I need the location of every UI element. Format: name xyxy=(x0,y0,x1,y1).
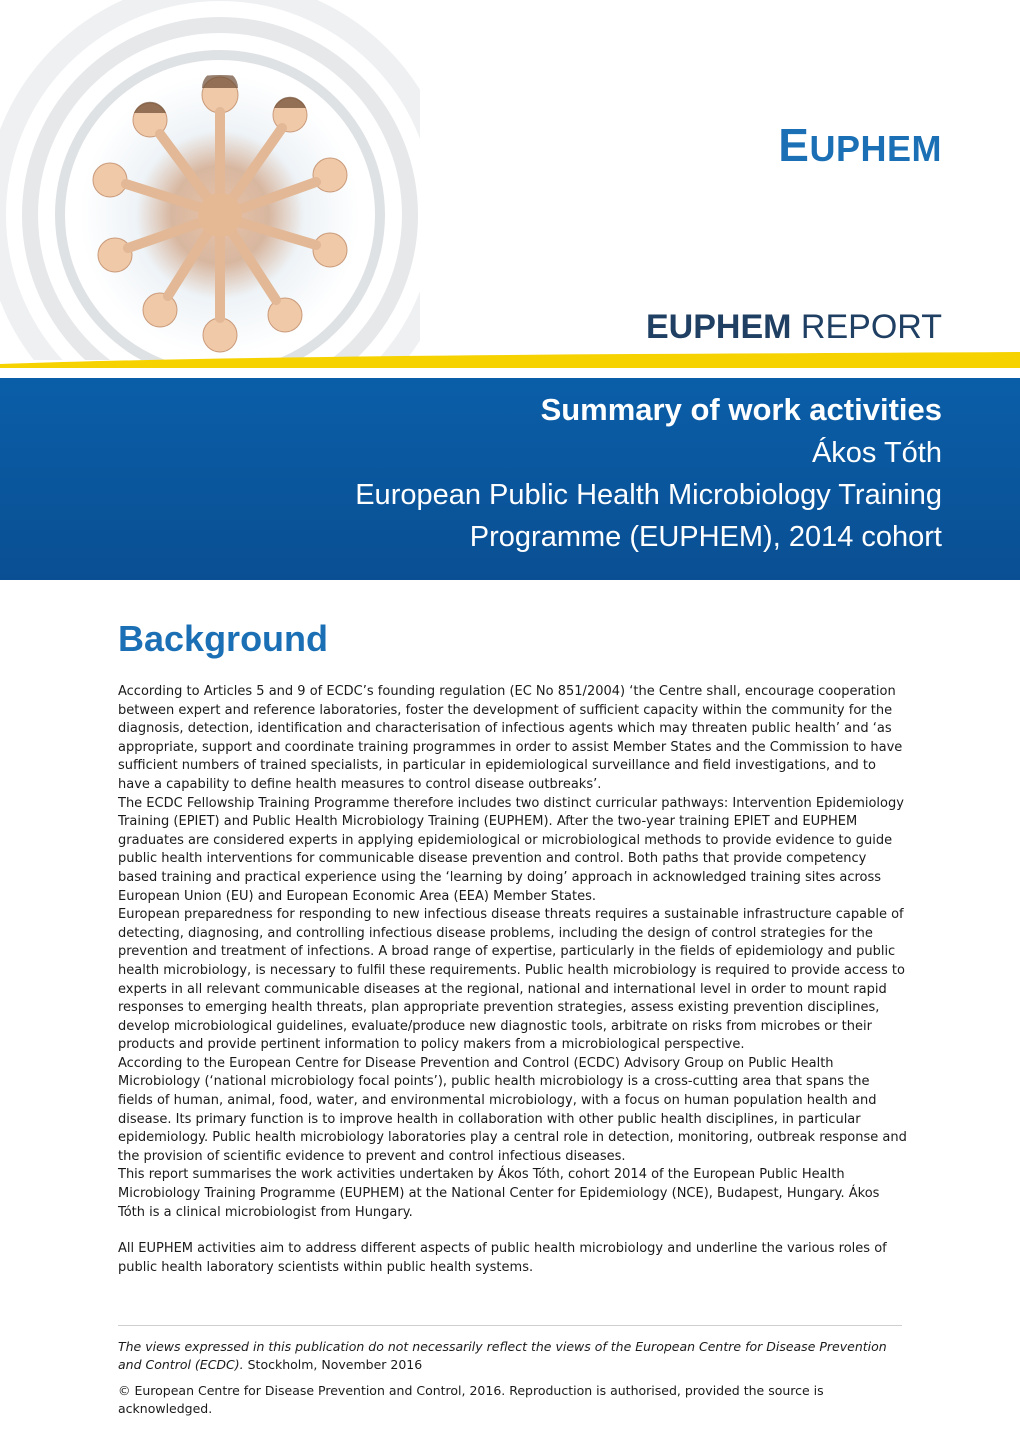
background-body xyxy=(118,683,908,1277)
disclaimer-place: Stockholm, November 2016 xyxy=(243,1357,423,1372)
cover-photo-graphic xyxy=(0,0,420,360)
paragraph: European preparedness for responding to new infectious disease threats requires a sustainable infrastructure capable of detecting, diagnosing, and controlling infectious disease problems, including the design of control strategies for the prevention and treatment of infections. A broad range of expertise, particularly in the fields of epidemiology and public health microbiology, is necessary to fulfil these requirements. Public health microbiology is required to provide access to experts in all relevant communicable diseases at the regional, national and international level in order to mount rapid responses to emerging health threats, plan appropriate prevention strategies, assess existing prevention disciplines, develop microbiological guidelines, evaluate/produce new diagnostic tools, arbitrate on risks from microbes or their products and provide pertinent information to policy makers from a microbiological perspective. xyxy=(118,907,905,1053)
footer-divider xyxy=(118,1325,902,1326)
programme-line-1: European Public Health Microbiology Training xyxy=(355,479,942,511)
paragraph: This report summarises the work activities undertaken by Ákos Tóth, cohort 2014 of the European Public Health Microbiology Training Programme (EUPHEM) at the National Center for Epidemiology (NCE), Budapest, Hungary. Ákos Tóth is a clinical microbiologist from Hungary. xyxy=(118,1167,880,1220)
yellow-wave-band xyxy=(0,350,1020,368)
paragraph: According to the European Centre for Disease Prevention and Control (ECDC) Advisory Group on Public Health Microbiology (‘national microbiology focal points’), public health microbiology is a cross-cutting area that spans the fields of human, animal, food, water, and environmental microbiology, with a focus on human population health and disease. Its primary function is to improve health in collaboration with other public health disciplines, in particular epidemiology. Public health microbiology laboratories play a central role in detection, monitoring, outbreak response and the provision of scientific evidence to prevent and control infectious diseases. xyxy=(118,1055,907,1164)
report-title-bold: EUPHEM xyxy=(646,308,792,346)
report-type-title xyxy=(646,308,942,347)
programme-line-2: Programme (EUPHEM), 2014 cohort xyxy=(469,521,942,553)
background-heading: Background xyxy=(118,618,329,659)
paragraph: All EUPHEM activities aim to address different aspects of public health microbiology and underline the various roles of public health laboratory scientists within public health systems. xyxy=(118,1241,887,1275)
report-title-rest: REPORT xyxy=(800,308,942,346)
title-panel-text xyxy=(355,388,942,558)
paragraph: The ECDC Fellowship Training Programme therefore includes two distinct curricular pathways: Intervention Epidemiology Training (EPIET) and Public Health Microbiology Training (EUPHEM). After the two-year training EPIET and EUPHEM graduates are considered experts in applying epidemiological or microbiological methods to provide evidence to guide public health interventions for communicable disease prevention and control. Both paths that provide competency based training and practical experience using the ‘learning by doing’ approach in acknowledged training sites across European Union (EU) and European Economic Area (EEA) Member States. xyxy=(118,795,904,904)
author-name: Ákos Tóth xyxy=(811,437,942,469)
paragraph: According to Articles 5 and 9 of ECDC’s founding regulation (EC No 851/2004) ‘the Centre shall, encourage cooperation between expert and reference laboratories, foster the development of sufficient capacity within the community for the diagnosis, detection, identification and characterisation of infectious agents which may threaten public health’ and ‘as appropriate, support and coordinate training programmes in order to assist Member States and the Commission to have sufficient numbers of trained specialists, in particular in epidemiological surveillance and field investigations, and to have a capability to define health measures to control disease outbreaks’. xyxy=(118,684,903,792)
euphem-logo: EUPHEM xyxy=(778,119,942,171)
disclaimer xyxy=(118,1338,908,1374)
copyright-notice: © European Centre for Disease Prevention and Control, 2016. Reproduction is authorised, provided the source is acknowledged. xyxy=(118,1383,824,1416)
disclaimer-italic: The views expressed in this publication do not necessarily reflect the views of the European Centre for Disease Prevention and Control (ECDC). xyxy=(118,1339,887,1372)
team-photo xyxy=(80,70,360,355)
summary-title: Summary of work activities xyxy=(540,392,942,427)
